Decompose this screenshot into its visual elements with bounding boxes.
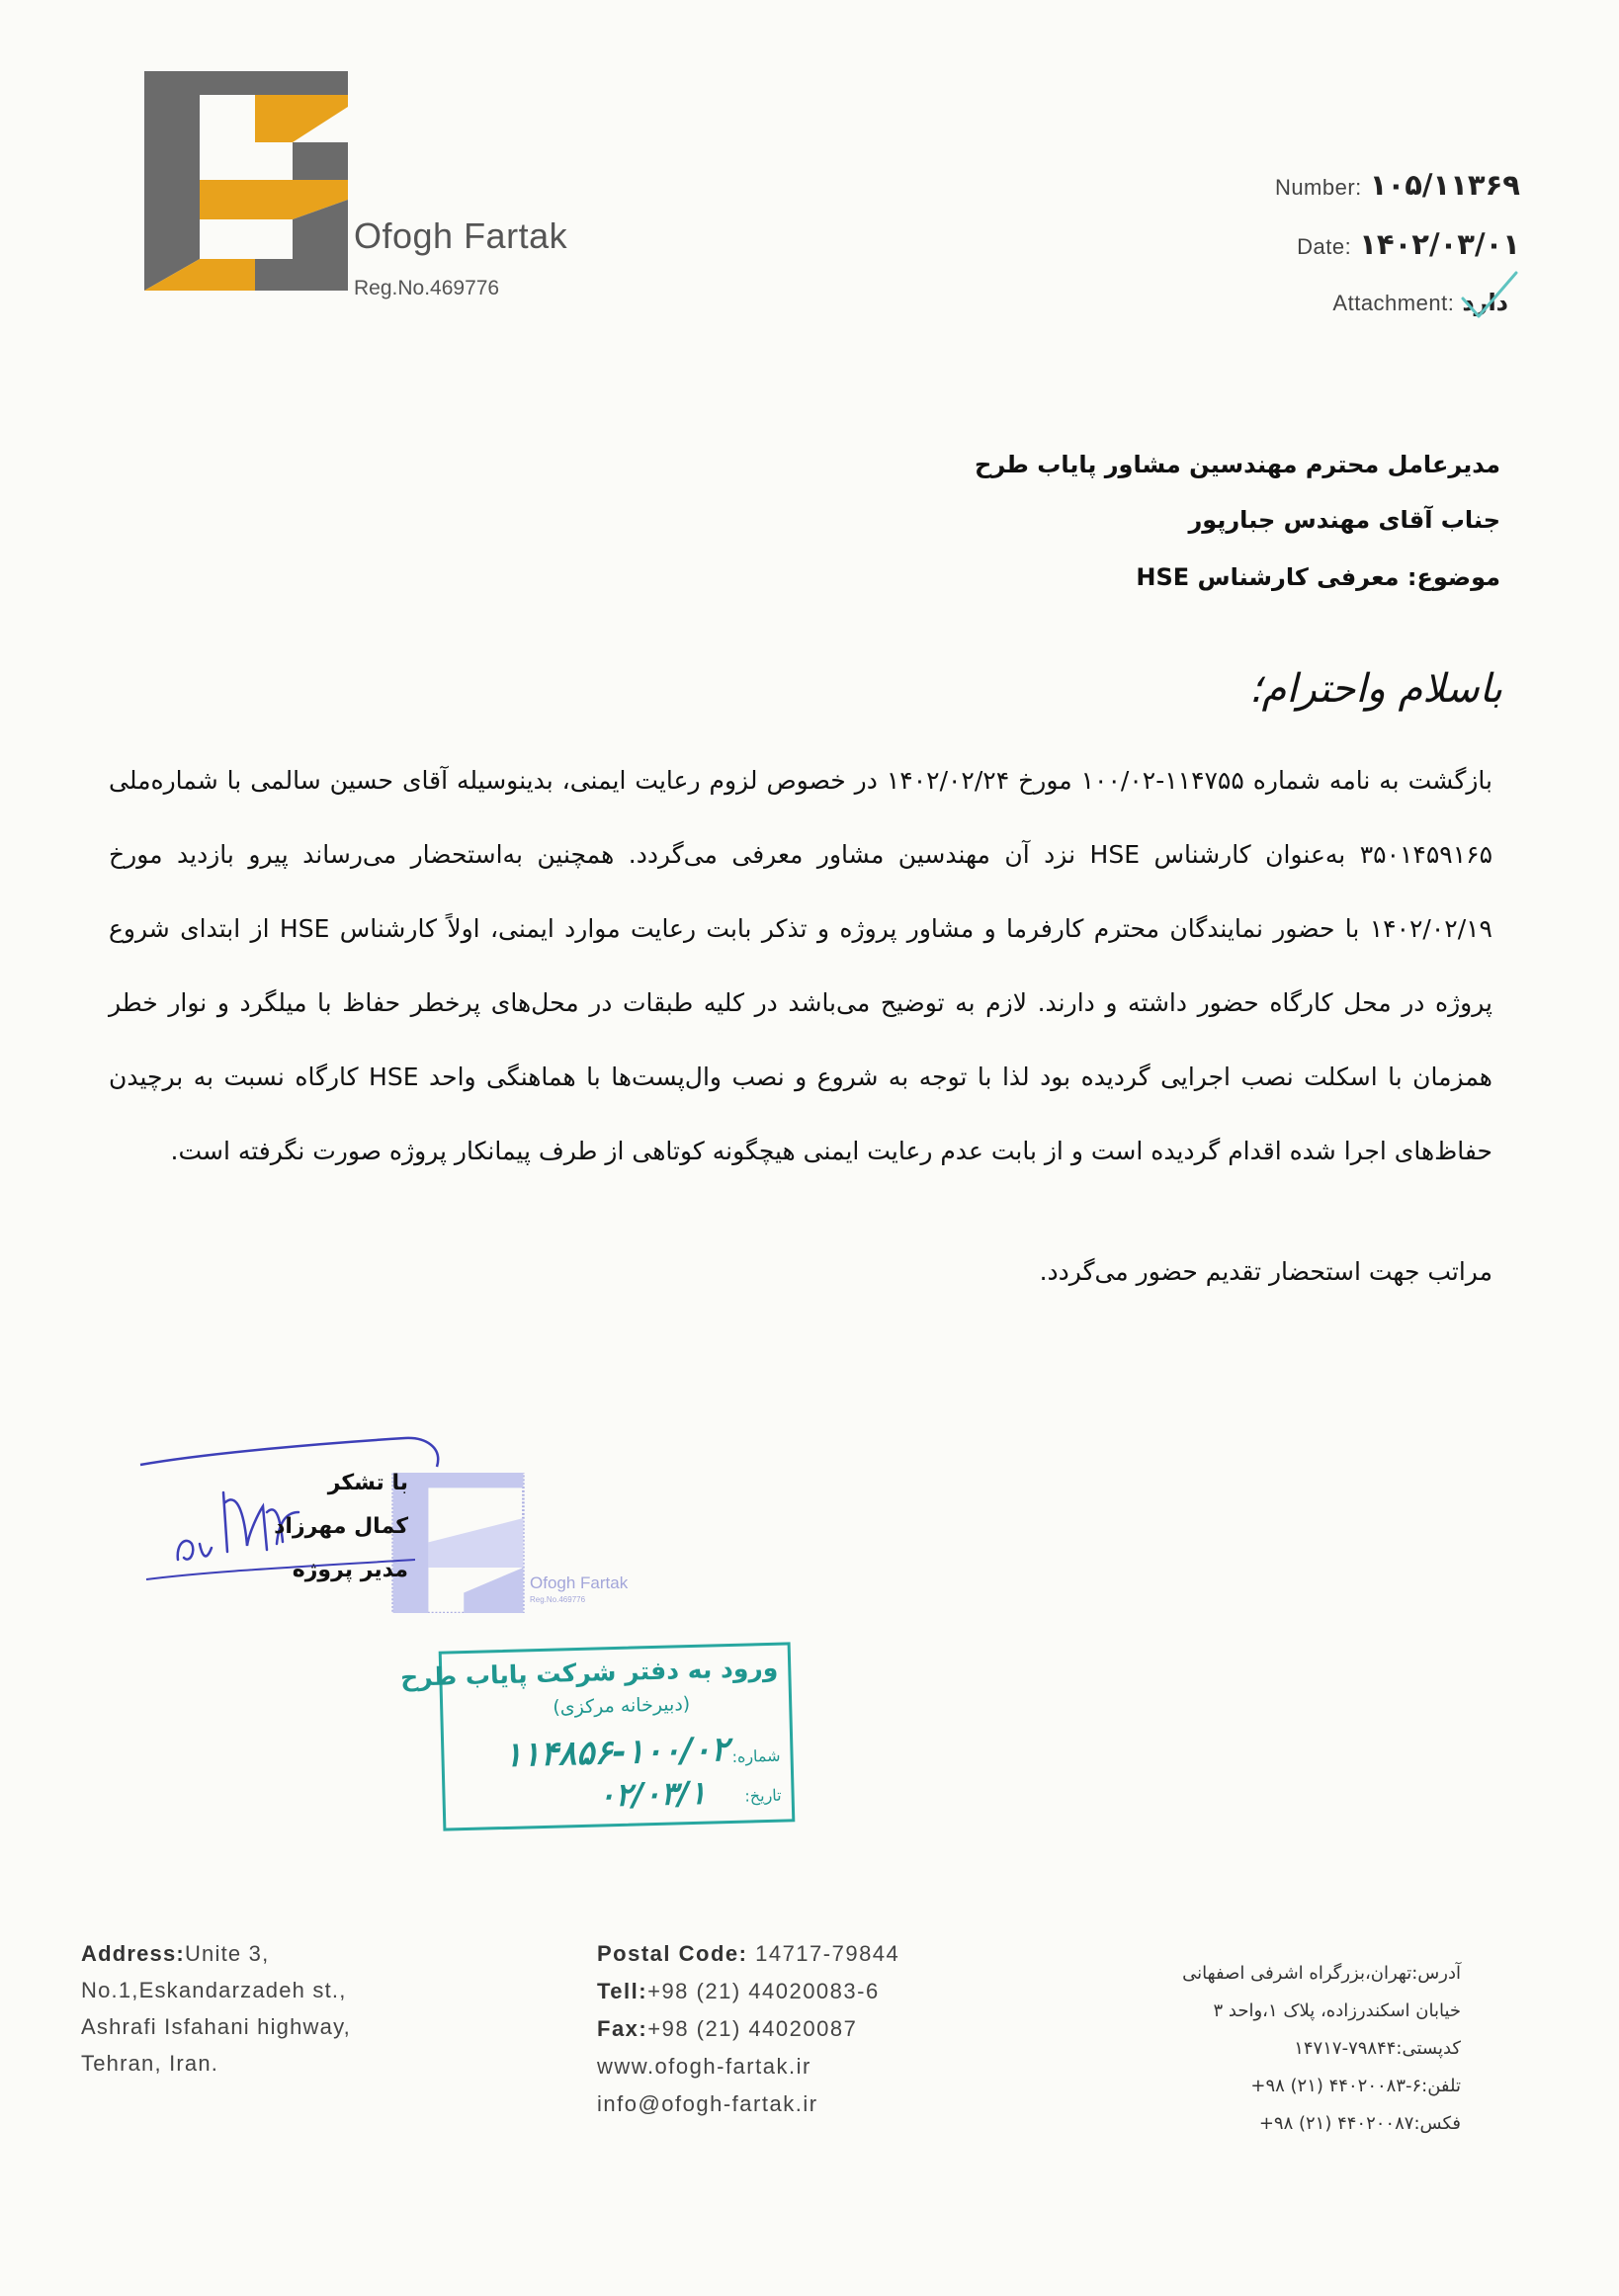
footer-address-line4: Tehran, Iran. — [81, 2051, 219, 2076]
addressee-title: مدیرعامل محترم مهندسین مشاور پایاب طرح — [975, 451, 1500, 478]
footer-address-label: Address: — [81, 1941, 185, 1966]
footer-fa-address-line1: آدرس:تهران،بزرگراه اشرفی اصفهانی — [1182, 1963, 1461, 1984]
letter-number-label: Number: — [1274, 175, 1362, 200]
letter-subject: موضوع: معرفی کارشناس HSE — [1136, 563, 1500, 591]
letter-date — [1297, 227, 1520, 261]
footer-address-line1: Unite 3, — [184, 1941, 270, 1966]
footer-postal-value: 14717-79844 — [755, 1941, 900, 1966]
letter-date-label: Date: — [1297, 234, 1352, 259]
receipt-stamp — [399, 1642, 796, 1830]
company-logo-icon — [144, 71, 348, 291]
footer-fa-tel: تلفن:۶-۴۴۰۲۰۰۸۳ (۲۱) ۹۸+ — [1250, 2076, 1461, 2096]
receipt-stamp-date-label: تاریخ: — [744, 1785, 782, 1806]
receipt-stamp-subtitle: (دبیرخانه مرکزی) — [553, 1693, 691, 1719]
addressee-name: جناب آقای مهندس جبارپور — [1188, 506, 1500, 534]
seal-company-name: Ofogh Fartak — [530, 1573, 629, 1592]
letter-number — [1275, 168, 1520, 202]
letter-attachment-value: دارد — [1462, 289, 1508, 316]
company-reg-number: Reg.No.469776 — [354, 277, 500, 299]
letter-body — [109, 743, 1492, 1188]
signature-closing: با تشکر — [327, 1471, 408, 1495]
letter-number-value: ۱۰۵/۱۱۳۶۹ — [1369, 168, 1520, 202]
footer-fax-label: Fax: — [597, 2016, 648, 2041]
signatory-role: مدیر پروژه — [292, 1558, 408, 1582]
letter-closing: مراتب جهت استحضار تقدیم حضور می‌گردد. — [1039, 1257, 1492, 1286]
salutation: باسلام واحترام؛ — [1248, 666, 1502, 712]
letter-body-paragraph: بازگشت به نامه شماره ۱۱۴۷۵۵-۱۰۰/۰۲ مورخ ۱۴۰۲/۰۲/۲۴ در خصوص لزوم رعایت ایمنی، بدینوسیله آقای حسین سالمی با شماره‌ملی ۳۵۰۱۴۵۹۱۶۵ به‌عنوان کارشناس HSE نزد آن مهندسین مشاور معرفی می‌گردد. همچنین به‌استحضار می‌رساند پیرو بازدید مورخ ۱۴۰۲/۰۲/۱۹ با حضور نمایندگان محترم کارفرما و مشاور پروژه و تذکر بابت رعایت موارد ایمنی، اولاً کارشناس HSE از ابتدای شروع پروژه در محل کارگاه حضور داشته و دارند. لازم به توضیح می‌باشد در کلیه طبقات در محل‌های پرخطر حفاظ با میلگرد و نوار خطر همزمان با اسکلت نصب اجرایی گردیده بود لذا با توجه به شروع و نصب وال‌پست‌ها با هماهنگی واحد HSE کارگاه نسبت به برچیدن حفاظ‌های اجرا شده اقدام گردیده است و از بابت عدم رعایت ایمنی هیچگونه کوتاهی از طرف پیمانکار پروژه صورت نگرفته است. — [109, 766, 1492, 1165]
footer-tel-label: Tell: — [597, 1979, 648, 2003]
letter-attachment-label: Attachment: — [1332, 291, 1455, 315]
footer-english-address — [81, 1935, 351, 2082]
receipt-stamp-number-label: شماره: — [731, 1745, 781, 1766]
signatory-name: کمال مهرزاد — [274, 1514, 408, 1539]
footer-fa-fax: فکس:۴۴۰۲۰۰۸۷ (۲۱) ۹۸+ — [1258, 2113, 1461, 2134]
checkmark-icon — [1459, 269, 1520, 322]
receipt-stamp-title: ورود به دفتر شرکت پایاب طرح — [399, 1653, 779, 1692]
receipt-stamp-date: ۰۲/۰۳/۱ — [597, 1773, 708, 1815]
footer-postal-label: Postal Code: — [597, 1941, 748, 1966]
footer-address-line3: Ashrafi Isfahani highway, — [81, 2014, 351, 2039]
letter-date-value: ۱۴۰۲/۰۳/۰۱ — [1359, 227, 1520, 261]
footer-persian-address — [1182, 1955, 1461, 2143]
footer-fa-postal: کدپستی:۷۹۸۴۴-۱۴۷۱۷ — [1294, 2038, 1461, 2059]
seal-reg-number: Reg.No.469776 — [530, 1595, 586, 1604]
receipt-stamp-number: ۱۱۴۸۵۶-۱۰۰/۰۲ — [503, 1730, 729, 1775]
company-name: Ofogh Fartak — [354, 215, 568, 256]
footer-fa-address-line2: خیابان اسکندرزاده، پلاک ۱،واحد ۳ — [1213, 2000, 1461, 2021]
footer-website-link[interactable]: www.ofogh-fartak.ir — [597, 2054, 811, 2079]
footer-fax-value: +98 (21) 44020087 — [647, 2016, 858, 2041]
footer-email-link[interactable]: info@ofogh-fartak.ir — [597, 2091, 818, 2116]
footer-address-line2: No.1,Eskandarzadeh st., — [81, 1978, 347, 2002]
footer-tel-value: +98 (21) 44020083-6 — [647, 1979, 880, 2003]
footer-contact — [597, 1935, 899, 2123]
